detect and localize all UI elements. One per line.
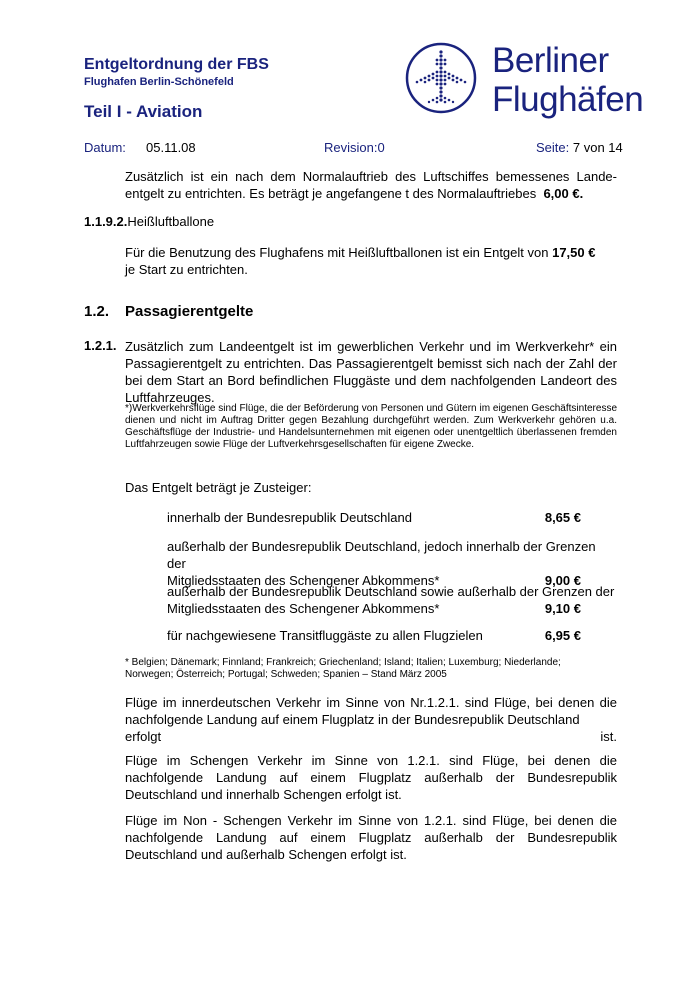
landing-fee-amount: 6,00 €.	[543, 186, 584, 201]
fee-description-line1: außerhalb der Bundesrepublik Deutschland, jedoch innerhalb der Grenzen der	[167, 539, 596, 571]
revision	[324, 140, 385, 155]
landing-fee-line1: Zusätzlich ist ein nach dem Normalauftrieb des Luftschiffes bemessenes Lande-	[125, 169, 617, 184]
part-heading: Teil I - Aviation	[84, 102, 203, 121]
definition-domestic-text: Flüge im innerdeutschen Verkehr im Sinne von Nr.1.2.1. sind Flüge, bei denen die nachfolgende Landung auf einem Flugplatz in der Bundesrepublik Deutschland	[125, 695, 617, 727]
document-subtitle: Flughafen Berlin-Schönefeld	[84, 76, 234, 88]
fee-row-non-schengen	[167, 583, 617, 617]
revision-value: 0	[377, 140, 385, 155]
balloon-paragraph	[125, 244, 617, 278]
section-121-number: 1.2.1.	[84, 338, 117, 353]
section-12-title: Passagierentgelte	[125, 303, 254, 320]
fee-amount: 6,95 €	[544, 628, 581, 643]
page-indicator	[536, 140, 623, 155]
fee-intro: Das Entgelt beträgt je Zusteiger:	[125, 480, 312, 495]
landing-fee-line2: entgelt zu entrichten. Es beträgt je angefangene t des Normalauftriebes	[125, 186, 537, 201]
fee-row-schengen	[167, 538, 617, 589]
section-12-number: 1.2.	[84, 303, 110, 320]
definition-domestic-tail: ist.	[600, 729, 617, 744]
definition-domestic-end: erfolgt	[125, 729, 162, 744]
definition-domestic	[125, 694, 617, 745]
fee-amount: 9,00 €	[544, 573, 581, 588]
balloon-line1: Für die Benutzung des Flughafens mit Heißluftballonen ist ein Entgelt von	[125, 245, 549, 260]
document-title: Entgeltordnung der FBS	[84, 56, 269, 73]
page-label: Seite:	[536, 140, 570, 155]
date-label: Datum:	[84, 140, 126, 155]
section-1192-number: 1.1.9.2.	[84, 214, 128, 229]
brand-name-line2: Flughäfen	[492, 80, 644, 119]
section-121-text: Zusätzlich zum Landeentgelt ist im gewerblichen Verkehr und im Werkverkehr* ein Passagierentgelt zu entrichten. Das Passagierentgelt bemisst sich nach der Zahl der bei dem Start an Bord befindlichen Fluggäste und dem nachfolgenden Landeort des Luftfahrzeuges.	[125, 339, 617, 405]
brand-name-line1: Berliner	[492, 41, 609, 80]
fee-amount: 9,10 €	[544, 601, 581, 616]
fee-description: innerhalb der Bundesrepublik Deutschland	[167, 510, 412, 525]
fee-row-domestic	[167, 509, 617, 526]
balloon-fee-amount: 17,50 €	[552, 245, 596, 260]
balloon-line2: je Start zu entrichten.	[125, 262, 248, 277]
fee-row-transit	[167, 627, 617, 644]
fee-description-line2: Mitgliedsstaaten des Schengener Abkommens*	[167, 573, 440, 588]
definition-non-schengen: Flüge im Non - Schengen Verkehr im Sinne von 1.2.1. sind Flüge, bei denen die nachfolgende Landung auf einem Flugplatz außerhalb der Bundesrepublik Deutschland und außerhalb Schengen erfolgt ist.	[125, 813, 617, 862]
airplane-logo-icon	[405, 42, 477, 114]
footnote-countries: * Belgien; Dänemark; Finnland; Frankreich; Griechenland; Island; Italien; Luxemburg; Niederlande; Norwegen; Österreich; Portugal; Schweden; Spanien – Stand März 2005	[125, 657, 561, 680]
date-value: 05.11.08	[146, 140, 196, 155]
landing-fee-paragraph	[125, 168, 617, 202]
section-1192-title: Heißluftballone	[127, 214, 215, 229]
fee-description-line1: außerhalb der Bundesrepublik Deutschland sowie außerhalb der Grenzen der	[167, 584, 615, 599]
revision-label: Revision:	[324, 140, 378, 155]
section-1192-heading	[84, 214, 214, 229]
fee-description: für nachgewiesene Transitfluggäste zu allen Flugzielen	[167, 628, 483, 643]
section-12-heading	[84, 303, 254, 320]
page-value: 7 von 14	[572, 140, 623, 155]
definition-schengen: Flüge im Schengen Verkehr im Sinne von 1.2.1. sind Flüge, bei denen die nachfolgende Landung auf einem Flugplatz außerhalb der Bundesrepublik Deutschland und innerhalb Schengen erfolgt ist.	[125, 753, 617, 802]
fee-description-line2: Mitgliedsstaaten des Schengener Abkommens*	[167, 601, 440, 616]
footnote-werkverkehr: *)Werkverkehrsflüge sind Flüge, die der Beförderung von Personen und Gütern im eigenen Geschäftsinteresse dienen und nicht im Auftrag Dritter gegen Bezahlung durchgeführt werden. Zum Werkverkehr gehören u.a. Geschäftsflüge der Industrie- und Handelsunternehmen mit eigenen oder unentgeltlich überlassenen fremden Luftfahrzeugen sowie Flüge der Luftverkehrsgesellschaften für eigene Zwecke.	[125, 403, 617, 450]
fee-amount: 8,65 €	[544, 510, 581, 525]
